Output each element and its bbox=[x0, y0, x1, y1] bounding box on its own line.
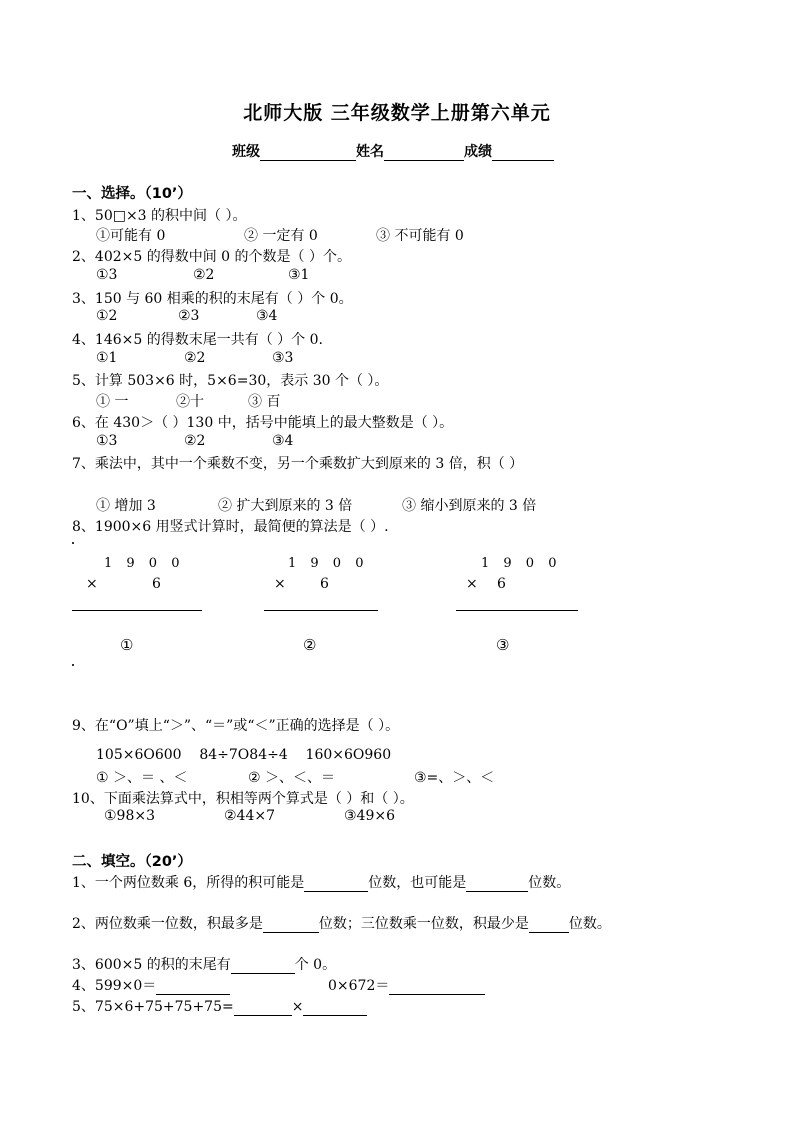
fill3-part2: 个 0。 bbox=[294, 957, 337, 973]
q2-option-c[interactable]: ③1 bbox=[288, 267, 310, 283]
stray-dot bbox=[72, 542, 74, 544]
stray-dot bbox=[72, 664, 74, 666]
calc1-multiplier: 6 bbox=[152, 576, 161, 592]
q7-option-a[interactable]: ① 增加 3 bbox=[96, 498, 156, 514]
q3-text: 3、150 与 60 相乘的积的末尾有（ ）个 0。 bbox=[72, 291, 353, 307]
fill2-part3: 位数。 bbox=[568, 916, 611, 932]
q1-option-b[interactable]: ② 一定有 0 bbox=[244, 228, 318, 244]
q3-option-b[interactable]: ②3 bbox=[178, 308, 200, 324]
fill2-part2: 位数；三位数乘一位数，积最少是 bbox=[318, 916, 529, 932]
q2-text: 2、402×5 的得数中间 0 的个数是（ ）个。 bbox=[72, 249, 351, 265]
q6-text: 6、在 430＞（ ）130 中，括号中能填上的最大整数是（ ）。 bbox=[72, 415, 454, 431]
q9-option-a[interactable]: ① ＞、＝ 、＜ bbox=[96, 770, 188, 786]
class-label: 班级 bbox=[232, 144, 260, 160]
score-label: 成绩 bbox=[464, 144, 492, 160]
calc1-rule bbox=[72, 610, 202, 611]
q10-option-b[interactable]: ②44×7 bbox=[224, 808, 276, 824]
q7-option-c[interactable]: ③ 缩小到原来的 3 倍 bbox=[402, 498, 537, 514]
calc3-top-number: 1 9 0 0 bbox=[481, 556, 562, 571]
q9-option-b[interactable]: ② ＞、＜、＝ bbox=[248, 770, 336, 786]
calc3-multiplier: 6 bbox=[497, 576, 506, 592]
calc2-times-sign: × bbox=[274, 576, 286, 592]
q4-text: 4、146×5 的得数末尾一共有（ ）个 0. bbox=[72, 332, 323, 348]
q9-text: 9、在“O”填上“＞”、“＝”或“＜”正确的选择是（ ）。 bbox=[72, 718, 400, 734]
calc3-times-sign: × bbox=[466, 576, 478, 592]
q2-option-b[interactable]: ②2 bbox=[193, 267, 215, 283]
q5-option-c[interactable]: ③ 百 bbox=[248, 394, 281, 410]
calc3-label[interactable]: ③ bbox=[496, 636, 510, 654]
calc3-rule bbox=[456, 610, 578, 611]
fill5-part1: 5、75×6+75+75+75= bbox=[72, 999, 234, 1015]
q3-option-c[interactable]: ③4 bbox=[256, 308, 278, 324]
q10-option-c[interactable]: ③49×6 bbox=[344, 808, 396, 824]
q5-option-a[interactable]: ① 一 bbox=[96, 394, 129, 410]
calc2-top-number: 1 9 0 0 bbox=[288, 556, 369, 571]
fill4-right bbox=[328, 975, 485, 995]
page-title: 北师大版 三年级数学上册第六单元 bbox=[243, 102, 551, 124]
fill4-part1: 4、599×0＝ bbox=[72, 978, 157, 994]
fill1-part2: 位数，也可能是 bbox=[368, 875, 467, 891]
fill5-blank2[interactable] bbox=[303, 1001, 367, 1016]
q9-option-c[interactable]: ③=、＞、＜ bbox=[414, 770, 495, 786]
q5-option-b[interactable]: ②十 bbox=[176, 394, 204, 410]
name-blank[interactable] bbox=[384, 146, 464, 161]
q9-expressions: 105×6O600 84÷7O84÷4 160×6O960 bbox=[96, 747, 392, 763]
fill4-blank2[interactable] bbox=[389, 980, 485, 995]
calc1-times-sign: × bbox=[86, 576, 98, 592]
q3-option-a[interactable]: ①2 bbox=[96, 308, 118, 324]
fill2-part1: 2、两位数乘一位数，积最多是 bbox=[72, 916, 263, 932]
name-label: 姓名 bbox=[356, 144, 384, 160]
q4-option-c[interactable]: ③3 bbox=[272, 350, 294, 366]
calc2-rule bbox=[264, 610, 378, 611]
q7-option-b[interactable]: ② 扩大到原来的 3 倍 bbox=[218, 498, 353, 514]
fill2-blank2[interactable] bbox=[529, 918, 569, 933]
fill2-blank1[interactable] bbox=[263, 918, 319, 933]
student-info-line bbox=[232, 141, 554, 161]
q6-option-b[interactable]: ②2 bbox=[184, 433, 206, 449]
q5-text: 5、计算 503×6 时，5×6=30，表示 30 个（ ）。 bbox=[72, 373, 389, 389]
fill3-part1: 3、600×5 的积的末尾有 bbox=[72, 957, 231, 973]
q8-text: 8、1900×6 用竖式计算时，最简便的算法是（ ）. bbox=[72, 519, 389, 535]
fill4-blank1[interactable] bbox=[156, 980, 230, 995]
q1-text: 1、50□×3 的积中间（ ）。 bbox=[72, 208, 247, 224]
fill1-blank2[interactable] bbox=[466, 877, 528, 892]
fill4-left bbox=[72, 975, 230, 995]
section2-heading: 二、填空。（20’） bbox=[72, 854, 192, 870]
fill5-times: × bbox=[291, 999, 304, 1015]
q1-option-a[interactable]: ①可能有 0 bbox=[96, 228, 166, 244]
score-blank[interactable] bbox=[492, 146, 554, 161]
calc2-label[interactable]: ② bbox=[303, 636, 317, 654]
fill4-part2: 0×672＝ bbox=[328, 978, 390, 994]
fill5-line bbox=[72, 996, 367, 1016]
section1-heading: 一、选择。（10’） bbox=[72, 186, 192, 202]
q6-option-c[interactable]: ③4 bbox=[272, 433, 294, 449]
fill1-blank1[interactable] bbox=[304, 877, 368, 892]
calc2-multiplier: 6 bbox=[320, 576, 329, 592]
class-blank[interactable] bbox=[260, 146, 356, 161]
q10-option-a[interactable]: ①98×3 bbox=[104, 808, 156, 824]
fill1-part1: 1、一个两位数乘 6，所得的积可能是 bbox=[72, 875, 305, 891]
fill1-line bbox=[72, 872, 570, 892]
q6-option-a[interactable]: ①3 bbox=[96, 433, 118, 449]
fill2-line bbox=[72, 913, 611, 933]
fill3-blank[interactable] bbox=[231, 959, 295, 974]
fill1-part3: 位数。 bbox=[528, 875, 571, 891]
fill5-blank1[interactable] bbox=[234, 1001, 292, 1016]
q2-option-a[interactable]: ①3 bbox=[96, 267, 118, 283]
q10-text: 10、下面乘法算式中，积相等两个算式是（ ）和（ ）。 bbox=[72, 791, 414, 807]
q7-text: 7、乘法中，其中一个乘数不变，另一个乘数扩大到原来的 3 倍，积（ ） bbox=[72, 456, 524, 472]
calc1-top-number: 1 9 0 0 bbox=[104, 556, 185, 571]
q4-option-b[interactable]: ②2 bbox=[184, 350, 206, 366]
q4-option-a[interactable]: ①1 bbox=[96, 350, 118, 366]
calc1-label[interactable]: ① bbox=[120, 636, 134, 654]
fill3-line bbox=[72, 954, 336, 974]
q1-option-c[interactable]: ③ 不可能有 0 bbox=[376, 228, 464, 244]
